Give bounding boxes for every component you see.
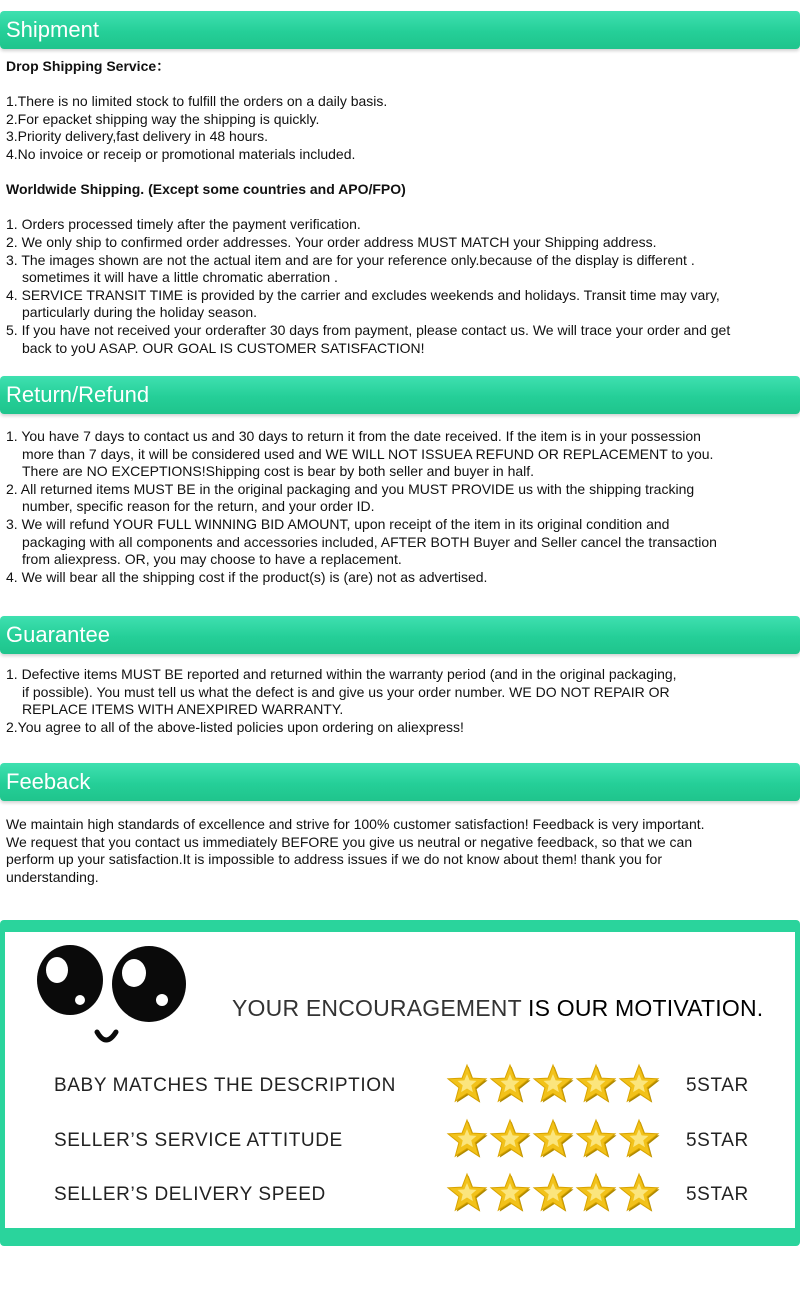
feedback-line: understanding. bbox=[6, 868, 99, 885]
drop-item: 2.For epacket shipping way the shipping is quickly. bbox=[6, 110, 320, 127]
rating-label: SELLER’S SERVICE ATTITUDE bbox=[54, 1130, 343, 1151]
worldwide-heading: Worldwide Shipping. (Except some countries and APO/FPO) bbox=[6, 181, 406, 198]
rating-value: 5STAR bbox=[686, 1184, 749, 1205]
rating-value: 5STAR bbox=[686, 1130, 749, 1151]
refund-title: Return/Refund bbox=[6, 382, 150, 407]
guarantee-header bbox=[0, 616, 800, 654]
drop-item: 4.No invoice or receip or promotional materials included. bbox=[6, 145, 356, 162]
left-eye bbox=[37, 945, 103, 1015]
refund-header bbox=[0, 376, 800, 414]
world-item-cont: back to yoU ASAP. OUR GOAL IS CUSTOMER SATISFACTION! bbox=[22, 339, 425, 356]
feedback-line: We maintain high standards of excellence and strive for 100% customer satisfaction! Feedback is very important. bbox=[6, 816, 705, 832]
refund-item-cont: number, specific reason for the return, and your order ID. bbox=[22, 498, 375, 515]
shipment-header bbox=[0, 11, 800, 49]
guarantee-item-cont: if possible). You must tell us what the defect is and give us your order number. WE DO NOT REPAIR OR bbox=[22, 683, 670, 700]
guarantee-section bbox=[6, 666, 796, 736]
drop-item: 1.There is no limited stock to fulfill the orders on a daily basis. bbox=[6, 93, 388, 110]
feedback-section bbox=[6, 816, 796, 886]
star-rating bbox=[445, 1063, 665, 1107]
left-eye-highlight-small bbox=[75, 995, 85, 1005]
slogan-part2: IS OUR MOTIVATION. bbox=[528, 995, 764, 1021]
refund-item-cont: packaging with all components and accessories included, AFTER BOTH Buyer and Seller cancel the transaction bbox=[22, 533, 717, 550]
feedback-header bbox=[0, 763, 800, 801]
world-item-cont: particularly during the holiday season. bbox=[22, 304, 258, 321]
shipment-section bbox=[6, 58, 796, 357]
smiley-face-icon bbox=[30, 940, 200, 1055]
world-item: 4. SERVICE TRANSIT TIME is provided by the carrier and excludes weekends and holidays. Transit time may vary, bbox=[6, 286, 720, 303]
refund-item-cont: more than 7 days, it will be considered used and WE WILL NOT ISSUEA REFUND OR REPLACEMENT to you. bbox=[22, 445, 714, 462]
feedback-line: We request that you contact us immediately BEFORE you give us neutral or negative feedback, so that we can bbox=[6, 833, 693, 850]
left-eye-highlight-big bbox=[46, 957, 68, 983]
refund-item-cont: from aliexpress. OR, you may choose to have a replacement. bbox=[22, 551, 402, 568]
guarantee-item: 2.You agree to all of the above-listed policies upon ordering on aliexpress! bbox=[6, 718, 464, 735]
world-item-cont: sometimes it will have a little chromatic aberration . bbox=[22, 269, 338, 286]
refund-section bbox=[6, 428, 796, 586]
refund-item: 1. You have 7 days to contact us and 30 days to return it from the date received. If the item is in your possession bbox=[6, 428, 701, 444]
feedback-title: Feeback bbox=[6, 769, 91, 794]
world-item: 2. We only ship to confirmed order addresses. Your order address MUST MATCH your Shipping address. bbox=[6, 233, 657, 250]
shipment-title: Shipment bbox=[6, 17, 99, 42]
guarantee-item-cont: REPLACE ITEMS WITH ANEXPIRED WARRANTY. bbox=[22, 701, 344, 718]
star-rating bbox=[445, 1172, 665, 1216]
refund-item: 4. We will bear all the shipping cost if the product(s) is (are) not as advertised. bbox=[6, 568, 488, 585]
feedback-line: perform up your satisfaction.It is impossible to address issues if we do not know about them! thank you for bbox=[6, 851, 662, 868]
world-item: 3. The images shown are not the actual item and are for your reference only.because of the display is different . bbox=[6, 251, 695, 268]
right-eye bbox=[112, 946, 186, 1022]
refund-item: 2. All returned items MUST BE in the original packaging and you MUST PROVIDE us with the shipping tracking bbox=[6, 480, 695, 497]
slogan-part1: YOUR ENCOURAGEMENT bbox=[232, 995, 522, 1021]
right-eye-highlight-small bbox=[156, 994, 168, 1006]
right-eye-highlight-big bbox=[122, 959, 146, 987]
refund-item-cont: There are NO EXCEPTIONS!Shipping cost is bear by both seller and buyer in half. bbox=[22, 463, 535, 480]
slogan bbox=[232, 995, 763, 1022]
guarantee-title: Guarantee bbox=[6, 622, 110, 647]
rating-label: BABY MATCHES THE DESCRIPTION bbox=[54, 1075, 396, 1096]
world-item: 1. Orders processed timely after the payment verification. bbox=[6, 216, 361, 233]
rating-value: 5STAR bbox=[686, 1075, 749, 1096]
guarantee-item: 1. Defective items MUST BE reported and returned within the warranty period (and in the original packaging, bbox=[6, 666, 677, 682]
drop-shipping-heading: Drop Shipping Service： bbox=[6, 58, 171, 74]
world-item: 5. If you have not received your orderafter 30 days from payment, please contact us. We will trace your order and get bbox=[6, 321, 731, 338]
smile-mouth bbox=[97, 1032, 116, 1040]
star-rating bbox=[445, 1118, 665, 1162]
refund-item: 3. We will refund YOUR FULL WINNING BID AMOUNT, upon receipt of the item in its original condition and bbox=[6, 515, 670, 532]
rating-label: SELLER’S DELIVERY SPEED bbox=[54, 1184, 326, 1205]
drop-item: 3.Priority delivery,fast delivery in 48 hours. bbox=[6, 128, 268, 145]
